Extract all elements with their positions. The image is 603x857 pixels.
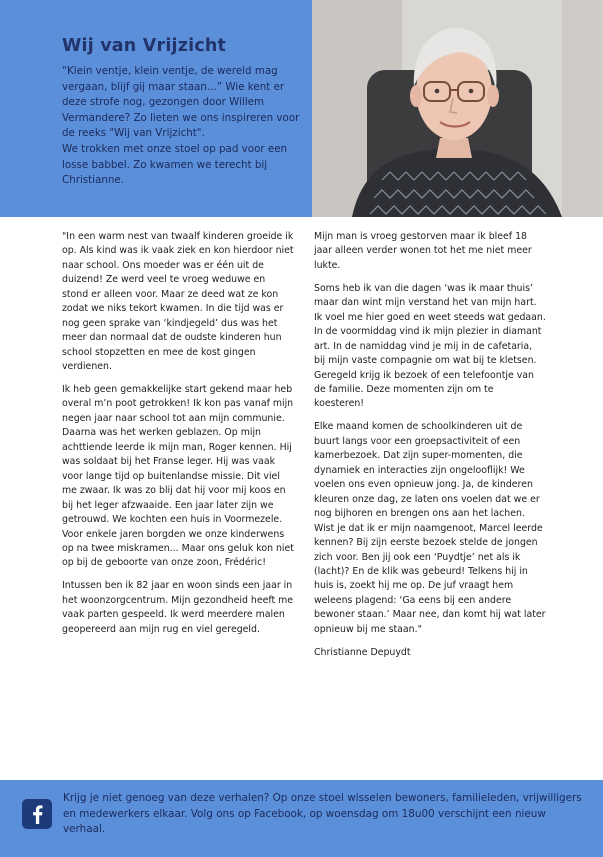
article-paragraph: Ik heb geen gemakkelijke start gekend maar heb overal m’n poot getrokken! Ik kon pas vanaf mijn negen jaar naar school tot aan mijn communie. Daarna was het werken geblazen. Op mijn achttiende leerde ik mijn man, Roger kennen. Hij was soldaat bij het Franse leger. Hij was vaak voor lange tijd op buitenlandse missie. Dit viel me zwaar. Ik was zo blij dat hij voor mij koos en bij het leger afzwaaide. Een jaar later zijn we getrouwd. We kochten een huis in Voormezele. Voor enkele jaren borgden we onze kinderwens op na twee miskramen... Maar ons geluk kon niet op bij de geboorte van onze zoon, Frédéric! — [62, 384, 294, 569]
facebook-icon[interactable] — [22, 799, 52, 829]
intro-text: “Klein ventje, klein ventje, de wereld mag vergaan, blijf gij maar staan...” Wie kent er deze strofe nog, gezongen door Willem Vermandere? Zo lieten we ons inspireren voor de reeks "Wij van Vrijzicht". We trokken met onze stoel op pad voor een losse babbel. Zo kwamen we terecht bij Christianne. — [62, 65, 300, 187]
page-title: Wij van Vrijzicht — [62, 36, 227, 56]
article-paragraph: Elke maand komen de schoolkinderen uit de buurt langs voor een groepsactiviteit of een kamerbezoek. Dat zijn super-momenten, die dynamiek en interacties zijn ongelooflijk! We voelen ons even opnieuw jong. Ja, de kinderen kleuren onze dag, ze laten ons voelen dat we er nog bijhoren en brengen ons aan het lachen. Wist je dat ik er mijn naamgenoot, Marcel leerde kennen? Bij zijn eerste bezoek stelde de jongen zich voor. Ben jij ook een ‘Puydtje’ net als ik (lacht)? En de klik was gebeurd! Telkens hij in huis is, zoekt hij me op. De juf vraagt hem weleens plagend: ‘Ga eens bij een andere bewoner staan.’ Maar nee, dan komt hij wat later opnieuw bij me staan." — [314, 421, 546, 635]
article-column-left — [62, 230, 294, 646]
footer-text: Krijg je niet genoeg van deze verhalen? Op onze stoel wisselen bewoners, familieleden, vrijwilligers en medewerkers elkaar. Volg ons op Facebook, op woensdag om 18u00 verschijnt een nieuw verhaal. — [63, 792, 582, 835]
article-paragraph: Mijn man is vroeg gestorven maar ik bleef 18 jaar alleen verder wonen tot het me niet meer lukte. — [314, 231, 532, 271]
article-signature: Christianne Depuydt — [314, 646, 411, 658]
article-paragraph: Intussen ben ik 82 jaar en woon sinds een jaar in het woonzorgcentrum. Mijn gezondheid heeft me vaak parten gespeeld. Ik werd meerdere malen geopereerd aan mijn rug en viel geregeld. — [62, 580, 294, 635]
portrait-illustration — [312, 0, 603, 217]
article-column-right — [314, 230, 546, 669]
footer-banner — [0, 780, 603, 857]
portrait-photo — [312, 0, 603, 217]
article-paragraph: "In een warm nest van twaalf kinderen groeide ik op. Als kind was ik vaak ziek en kon hierdoor niet naar school. Ons moeder was er één uit de duizend! Ze werd veel te vroeg weduwe en stond er alleen voor. Maar ze deed wat ze kon zodat we niks tekort kwamen. In die tijd was er nog geen sprake van ‘kindjegeld’ dus was het meer dan normaal dat de oudste kinderen hun school stopzetten en mee de kost gingen verdienen. — [62, 231, 294, 373]
header-text-block — [62, 36, 310, 189]
header-banner — [0, 0, 603, 217]
article-paragraph: Soms heb ik van die dagen ‘was ik maar thuis’ maar dan wint mijn verstand het van mijn hart. Ik voel me hier goed en weet steeds wat gedaan. In de voormiddag vind ik mijn plezier in diamant art. In de namiddag vind je mij in de cafetaria, bij mijn vaste compagnie om wat bij te kletsen. Geregeld krijg ik bezoek of een telefoontje van de familie. Deze momenten zijn om te koesteren! — [314, 282, 546, 410]
